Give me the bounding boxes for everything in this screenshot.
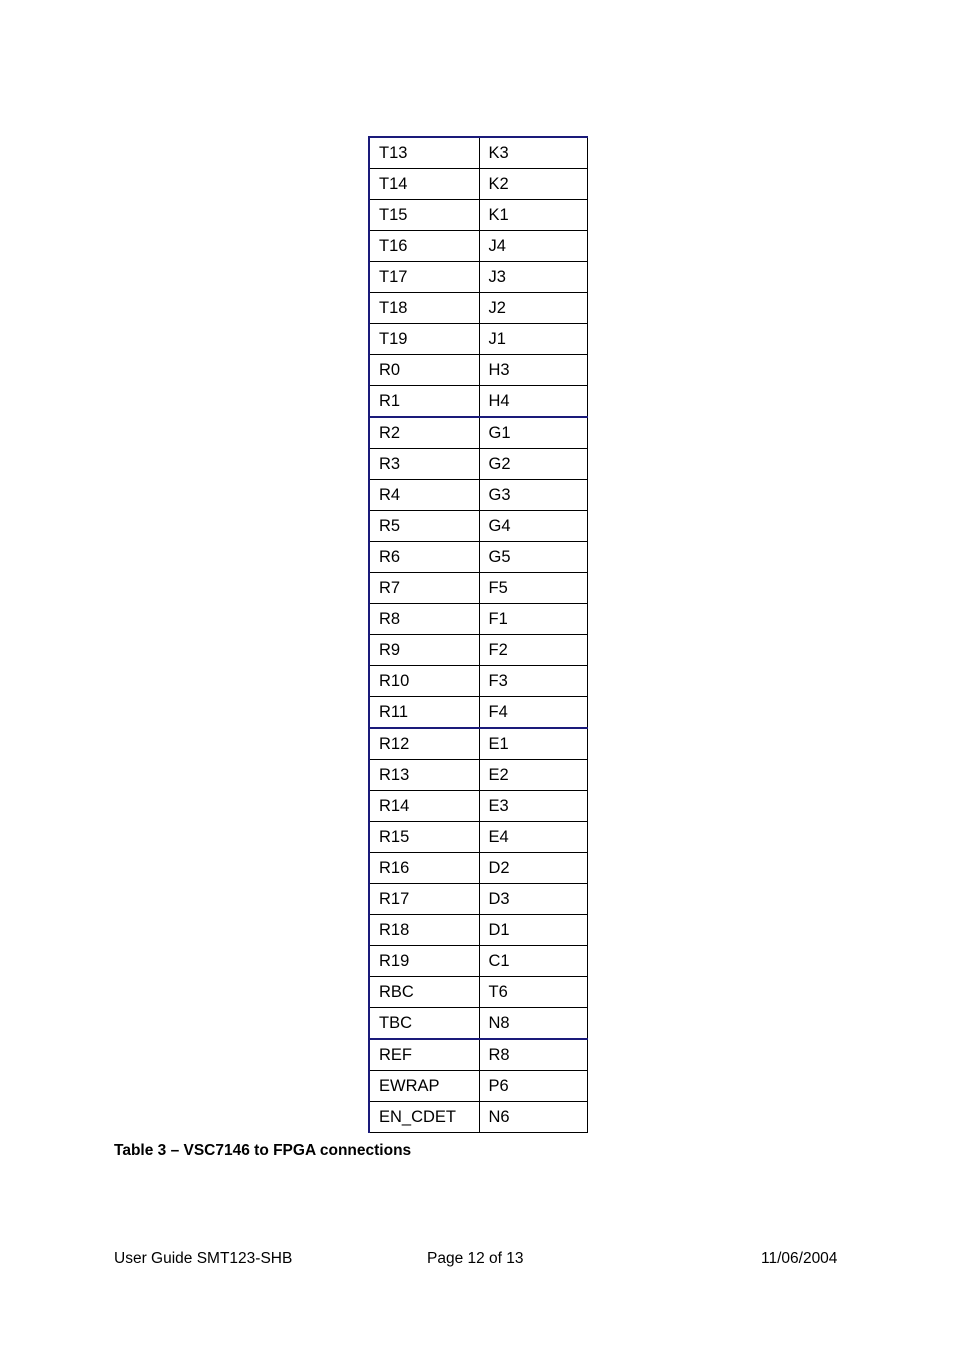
fpga-pin-cell: K3 — [479, 137, 587, 169]
signal-cell: T18 — [369, 293, 479, 324]
fpga-pin-cell: H3 — [479, 355, 587, 386]
signal-cell: T13 — [369, 137, 479, 169]
signal-cell: R14 — [369, 791, 479, 822]
table-caption: Table 3 – VSC7146 to FPGA connections — [114, 1142, 412, 1159]
signal-cell: R6 — [369, 542, 479, 573]
signal-cell: R4 — [369, 480, 479, 511]
table-row — [369, 791, 587, 822]
table-row — [369, 573, 587, 604]
table-row — [369, 200, 587, 231]
table-row — [369, 728, 587, 760]
table-row — [369, 169, 587, 200]
signal-cell: R2 — [369, 417, 479, 449]
signal-cell: TBC — [369, 1008, 479, 1040]
fpga-pin-cell: J3 — [479, 262, 587, 293]
fpga-pin-cell: K2 — [479, 169, 587, 200]
signal-cell: T19 — [369, 324, 479, 355]
fpga-pin-cell: G1 — [479, 417, 587, 449]
table-row — [369, 417, 587, 449]
fpga-pin-cell: D1 — [479, 915, 587, 946]
fpga-pin-cell: K1 — [479, 200, 587, 231]
footer-date: 11/06/2004 — [761, 1250, 838, 1267]
fpga-pin-cell: F3 — [479, 666, 587, 697]
fpga-pin-cell: E2 — [479, 760, 587, 791]
pin-table-body — [369, 137, 587, 1133]
fpga-pin-cell: D2 — [479, 853, 587, 884]
fpga-pin-cell: N6 — [479, 1102, 587, 1133]
fpga-pin-cell: H4 — [479, 386, 587, 418]
signal-cell: R11 — [369, 697, 479, 729]
signal-cell: R0 — [369, 355, 479, 386]
footer-document-title: User Guide SMT123-SHB — [114, 1250, 293, 1267]
table-row — [369, 355, 587, 386]
table-row — [369, 822, 587, 853]
signal-cell: R1 — [369, 386, 479, 418]
table-row — [369, 697, 587, 729]
signal-cell: R16 — [369, 853, 479, 884]
signal-cell: T17 — [369, 262, 479, 293]
signal-cell: R17 — [369, 884, 479, 915]
fpga-pin-cell: F2 — [479, 635, 587, 666]
fpga-pin-cell: P6 — [479, 1071, 587, 1102]
table-row — [369, 884, 587, 915]
signal-cell: T15 — [369, 200, 479, 231]
fpga-pin-cell: R8 — [479, 1039, 587, 1071]
signal-cell: R9 — [369, 635, 479, 666]
fpga-pin-cell: J4 — [479, 231, 587, 262]
fpga-pin-cell: G2 — [479, 449, 587, 480]
table-row — [369, 915, 587, 946]
fpga-pin-cell: G4 — [479, 511, 587, 542]
signal-cell: R10 — [369, 666, 479, 697]
signal-cell: R18 — [369, 915, 479, 946]
fpga-pin-cell: E4 — [479, 822, 587, 853]
signal-cell: T16 — [369, 231, 479, 262]
table-row — [369, 480, 587, 511]
signal-cell: R13 — [369, 760, 479, 791]
table-row — [369, 1039, 587, 1071]
table-row — [369, 666, 587, 697]
table-row — [369, 635, 587, 666]
table-row — [369, 1008, 587, 1040]
table-row — [369, 386, 587, 418]
fpga-pin-cell: J1 — [479, 324, 587, 355]
fpga-pin-cell: F5 — [479, 573, 587, 604]
table-row — [369, 1071, 587, 1102]
signal-cell: T14 — [369, 169, 479, 200]
signal-cell: R12 — [369, 728, 479, 760]
table-row — [369, 1102, 587, 1133]
signal-cell: EWRAP — [369, 1071, 479, 1102]
table-row — [369, 231, 587, 262]
table-row — [369, 760, 587, 791]
signal-cell: R3 — [369, 449, 479, 480]
fpga-pin-cell: T6 — [479, 977, 587, 1008]
table-row — [369, 977, 587, 1008]
fpga-pin-cell: E3 — [479, 791, 587, 822]
signal-cell: EN_CDET — [369, 1102, 479, 1133]
footer-page-number: Page 12 of 13 — [427, 1250, 524, 1267]
table-row — [369, 853, 587, 884]
fpga-pin-cell: G5 — [479, 542, 587, 573]
table-row — [369, 542, 587, 573]
signal-cell: REF — [369, 1039, 479, 1071]
table-row — [369, 324, 587, 355]
pin-connection-table — [368, 136, 588, 1133]
table-row — [369, 293, 587, 324]
fpga-pin-cell: J2 — [479, 293, 587, 324]
table-row — [369, 137, 587, 169]
fpga-pin-cell: F1 — [479, 604, 587, 635]
fpga-pin-cell: G3 — [479, 480, 587, 511]
table-row — [369, 449, 587, 480]
fpga-pin-cell: F4 — [479, 697, 587, 729]
signal-cell: R8 — [369, 604, 479, 635]
table-row — [369, 262, 587, 293]
fpga-pin-cell: D3 — [479, 884, 587, 915]
signal-cell: R15 — [369, 822, 479, 853]
fpga-pin-cell: E1 — [479, 728, 587, 760]
table-row — [369, 946, 587, 977]
fpga-pin-cell: C1 — [479, 946, 587, 977]
table-row — [369, 511, 587, 542]
fpga-pin-cell: N8 — [479, 1008, 587, 1040]
signal-cell: R19 — [369, 946, 479, 977]
table-row — [369, 604, 587, 635]
signal-cell: R5 — [369, 511, 479, 542]
signal-cell: RBC — [369, 977, 479, 1008]
signal-cell: R7 — [369, 573, 479, 604]
